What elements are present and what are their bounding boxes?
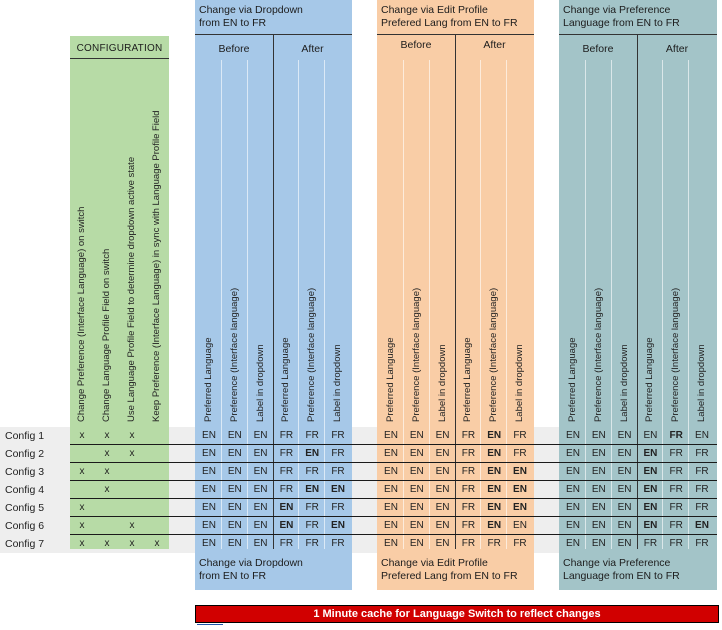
config-mark: x xyxy=(79,538,85,549)
language-cell: FR xyxy=(461,520,476,531)
language-cell: FR xyxy=(669,538,683,549)
group-3-after-label: After xyxy=(665,43,689,55)
language-cell: EN xyxy=(487,520,502,531)
row-label: Config 4 xyxy=(5,484,45,496)
language-cell: FR xyxy=(695,466,709,477)
language-cell: FR xyxy=(513,448,527,459)
language-cell: FR xyxy=(305,520,319,531)
language-cell: EN xyxy=(409,502,424,513)
configuration-label: CONFIGURATION xyxy=(76,43,163,54)
language-cell: FR xyxy=(279,538,294,549)
language-cell: EN xyxy=(227,466,242,477)
group-1-title-line1: Change via Dropdown xyxy=(199,4,303,16)
language-cell: EN xyxy=(331,484,345,495)
value-column-header: Label in dropdown xyxy=(332,344,343,422)
language-cell: FR xyxy=(669,484,683,495)
language-cell: FR xyxy=(513,538,527,549)
row-separator xyxy=(70,444,717,445)
language-cell: EN xyxy=(253,448,268,459)
language-cell: EN xyxy=(643,520,658,531)
language-cell: EN xyxy=(202,430,216,441)
language-cell: EN xyxy=(227,448,242,459)
group-3-footer-line2: Language from EN to FR xyxy=(563,570,680,582)
language-cell: EN xyxy=(591,520,606,531)
config-mark: x xyxy=(129,448,135,459)
language-cell: FR xyxy=(331,538,345,549)
group-2-before-label: Before xyxy=(400,39,432,51)
row-label: Config 1 xyxy=(5,430,45,442)
config-mark: x xyxy=(129,430,135,441)
language-cell: EN xyxy=(253,466,268,477)
language-cell: FR xyxy=(695,538,709,549)
value-column-header: Preferred Language xyxy=(385,337,396,422)
language-cell: EN xyxy=(384,502,398,513)
language-cell: EN xyxy=(591,448,606,459)
group-1-footer xyxy=(199,557,303,583)
language-cell: FR xyxy=(669,502,683,513)
language-cell: FR xyxy=(331,430,345,441)
language-cell: FR xyxy=(461,538,476,549)
config-mark: x xyxy=(79,502,85,513)
config-mark: x xyxy=(129,538,135,549)
config-column-header: Change Language Profile Field on switch xyxy=(101,248,112,422)
language-cell: EN xyxy=(253,520,268,531)
group-3-before-label: Before xyxy=(582,43,614,55)
row-label: Config 5 xyxy=(5,502,45,514)
language-cell: EN xyxy=(617,520,632,531)
language-cell: EN xyxy=(591,430,606,441)
language-cell: FR xyxy=(305,430,319,441)
group-3-title xyxy=(563,4,680,30)
group-3-footer xyxy=(563,557,680,583)
language-cell: EN xyxy=(227,502,242,513)
language-cell: EN xyxy=(253,502,268,513)
language-cell: EN xyxy=(617,448,632,459)
language-cell: EN xyxy=(253,430,268,441)
language-cell: EN xyxy=(591,502,606,513)
language-cell: FR xyxy=(669,448,683,459)
language-cell: FR xyxy=(331,448,345,459)
language-cell: EN xyxy=(643,484,658,495)
language-cell: FR xyxy=(461,466,476,477)
language-cell: FR xyxy=(461,502,476,513)
language-cell: EN xyxy=(566,430,580,441)
language-cell: EN xyxy=(566,502,580,513)
value-column-header: Label in dropdown xyxy=(696,344,707,422)
configuration-divider xyxy=(70,58,169,59)
config-mark: x xyxy=(104,466,110,477)
config-mark: x xyxy=(104,448,110,459)
language-cell: FR xyxy=(513,430,527,441)
language-cell: FR xyxy=(305,538,319,549)
group-2-after-label: After xyxy=(483,39,506,51)
value-column-header: Label in dropdown xyxy=(254,344,266,422)
value-column-header: Preferred Language xyxy=(203,337,214,422)
language-cell: EN xyxy=(202,448,216,459)
language-cell: EN xyxy=(253,484,268,495)
value-column-header: Preference (Interface language) xyxy=(306,287,318,422)
language-cell: FR xyxy=(279,484,294,495)
language-cell: EN xyxy=(279,520,294,531)
language-cell: FR xyxy=(331,466,345,477)
group-1-title-line2: from EN to FR xyxy=(199,17,267,29)
row-separator xyxy=(70,516,717,517)
language-cell: EN xyxy=(435,466,450,477)
language-cell: EN xyxy=(202,466,216,477)
language-cell: EN xyxy=(617,466,632,477)
language-cell: EN xyxy=(202,484,216,495)
group-1-footer-line2: from EN to FR xyxy=(199,570,267,582)
language-cell: FR xyxy=(669,430,683,441)
language-cell: FR xyxy=(279,448,294,459)
language-cell: EN xyxy=(591,538,606,549)
config-column-header: Change Preference (Interface Language) on switch xyxy=(76,206,87,422)
language-cell: FR xyxy=(279,430,294,441)
row-separator xyxy=(70,462,717,463)
language-cell: EN xyxy=(227,484,242,495)
row-label: Config 2 xyxy=(5,448,45,460)
group-3-title-line1: Change via Preference xyxy=(563,4,671,16)
language-cell: FR xyxy=(331,502,345,513)
language-cell: EN xyxy=(617,538,632,549)
language-cell: EN xyxy=(384,520,398,531)
value-column-header: Preferred Language xyxy=(280,337,292,422)
selection-marker xyxy=(197,624,223,630)
value-column-header: Preferred Language xyxy=(462,337,474,422)
language-cell: EN xyxy=(487,502,502,513)
language-cell: EN xyxy=(695,520,709,531)
language-cell: EN xyxy=(435,448,450,459)
language-cell: EN xyxy=(253,538,268,549)
group-2-title-line1: Change via Edit Profile xyxy=(381,4,488,16)
language-cell: FR xyxy=(305,502,319,513)
group-2-title xyxy=(381,4,518,30)
language-cell: FR xyxy=(487,538,501,549)
language-cell: EN xyxy=(435,484,450,495)
language-cell: EN xyxy=(566,520,580,531)
language-cell: FR xyxy=(461,430,476,441)
language-cell: FR xyxy=(305,466,319,477)
language-cell: EN xyxy=(513,520,527,531)
config-mark: x xyxy=(79,430,85,441)
group-1-title xyxy=(199,4,303,30)
group-1-footer-line1: Change via Dropdown xyxy=(199,557,303,569)
language-cell: EN xyxy=(487,448,502,459)
language-cell: FR xyxy=(695,448,709,459)
language-cell: EN xyxy=(643,448,658,459)
language-cell: EN xyxy=(591,484,606,495)
language-cell: FR xyxy=(669,520,683,531)
language-cell: EN xyxy=(513,484,527,495)
language-cell: EN xyxy=(227,430,242,441)
language-cell: FR xyxy=(461,448,476,459)
value-column-header: Preferred Language xyxy=(567,337,578,422)
language-cell: FR xyxy=(695,484,709,495)
language-cell: EN xyxy=(409,484,424,495)
value-column-header: Preference (Interface language) xyxy=(488,287,500,422)
language-cell: EN xyxy=(487,430,502,441)
value-column-header: Label in dropdown xyxy=(514,344,525,422)
config-mark: x xyxy=(79,520,85,531)
cache-warning-banner: 1 Minute cache for Language Switch to reflect changes xyxy=(195,605,719,623)
config-mark: x xyxy=(104,430,110,441)
language-cell: EN xyxy=(643,502,658,513)
language-cell: EN xyxy=(202,538,216,549)
row-separator xyxy=(70,498,717,499)
language-cell: EN xyxy=(487,484,502,495)
language-cell: EN xyxy=(566,448,580,459)
language-cell: FR xyxy=(461,484,476,495)
config-mark: x xyxy=(129,520,135,531)
language-cell: EN xyxy=(409,538,424,549)
group-1-before-label: Before xyxy=(218,43,250,55)
value-column-header: Preference (Interface language) xyxy=(410,287,422,422)
group-3-footer-line1: Change via Preference xyxy=(563,557,671,569)
value-column-header: Preference (Interface language) xyxy=(228,287,240,422)
group-2-footer-line2: Prefered Lang from EN to FR xyxy=(381,570,518,582)
language-cell: EN xyxy=(305,448,320,459)
language-cell: EN xyxy=(566,538,580,549)
config-column-header: Use Language Profile Field to determine dropdown active state xyxy=(126,156,137,422)
language-cell: EN xyxy=(384,538,398,549)
language-cell: FR xyxy=(643,538,658,549)
language-cell: EN xyxy=(617,484,632,495)
language-cell: EN xyxy=(227,520,242,531)
config-mark: x xyxy=(79,466,85,477)
language-cell: EN xyxy=(435,538,450,549)
group-2-footer-line1: Change via Edit Profile xyxy=(381,557,488,569)
language-cell: EN xyxy=(435,520,450,531)
row-separator xyxy=(70,480,717,481)
group-3-header-line xyxy=(559,34,717,35)
value-column-header: Preference (Interface language) xyxy=(670,287,682,422)
group-2-title-line2: Prefered Lang from EN to FR xyxy=(381,17,518,29)
value-column-header: Label in dropdown xyxy=(436,344,448,422)
language-cell: EN xyxy=(384,466,398,477)
language-cell: EN xyxy=(409,430,424,441)
language-cell: EN xyxy=(566,484,580,495)
language-cell: EN xyxy=(487,466,502,477)
language-cell: EN xyxy=(384,484,398,495)
language-cell: EN xyxy=(566,466,580,477)
language-cell: FR xyxy=(669,466,683,477)
language-cell: EN xyxy=(513,502,527,513)
row-label: Config 7 xyxy=(5,538,45,550)
value-column-header: Label in dropdown xyxy=(618,344,630,422)
language-cell: EN xyxy=(409,466,424,477)
language-cell: FR xyxy=(279,466,294,477)
language-cell: EN xyxy=(643,430,658,441)
language-cell: EN xyxy=(617,430,632,441)
group-1-after-label: After xyxy=(301,43,324,55)
language-cell: EN xyxy=(409,520,424,531)
language-cell: EN xyxy=(331,520,345,531)
language-cell: EN xyxy=(279,502,294,513)
group-3-title-line2: Language from EN to FR xyxy=(563,17,680,29)
value-column-header: Preferred Language xyxy=(644,337,656,422)
language-cell: EN xyxy=(435,502,450,513)
language-cell: EN xyxy=(305,484,320,495)
language-cell: EN xyxy=(227,538,242,549)
language-cell: EN xyxy=(513,466,527,477)
group-2-footer xyxy=(381,557,518,583)
language-cell: EN xyxy=(409,448,424,459)
language-cell: EN xyxy=(617,502,632,513)
config-mark: x xyxy=(104,484,110,495)
language-cell: EN xyxy=(384,430,398,441)
row-label: Config 3 xyxy=(5,466,45,478)
config-column-header: Keep Preference (Interface Language) in sync with Language Profile Field xyxy=(151,110,162,422)
row-separator xyxy=(70,534,717,535)
row-label: Config 6 xyxy=(5,520,45,532)
config-mark: x xyxy=(104,538,110,549)
language-cell: EN xyxy=(384,448,398,459)
language-cell: EN xyxy=(435,430,450,441)
language-cell: FR xyxy=(695,502,709,513)
language-cell: EN xyxy=(591,466,606,477)
language-cell: EN xyxy=(202,520,216,531)
language-cell: EN xyxy=(202,502,216,513)
language-cell: EN xyxy=(643,466,658,477)
language-cell: EN xyxy=(695,430,709,441)
value-column-header: Preference (Interface language) xyxy=(592,287,604,422)
config-mark: x xyxy=(154,538,160,549)
